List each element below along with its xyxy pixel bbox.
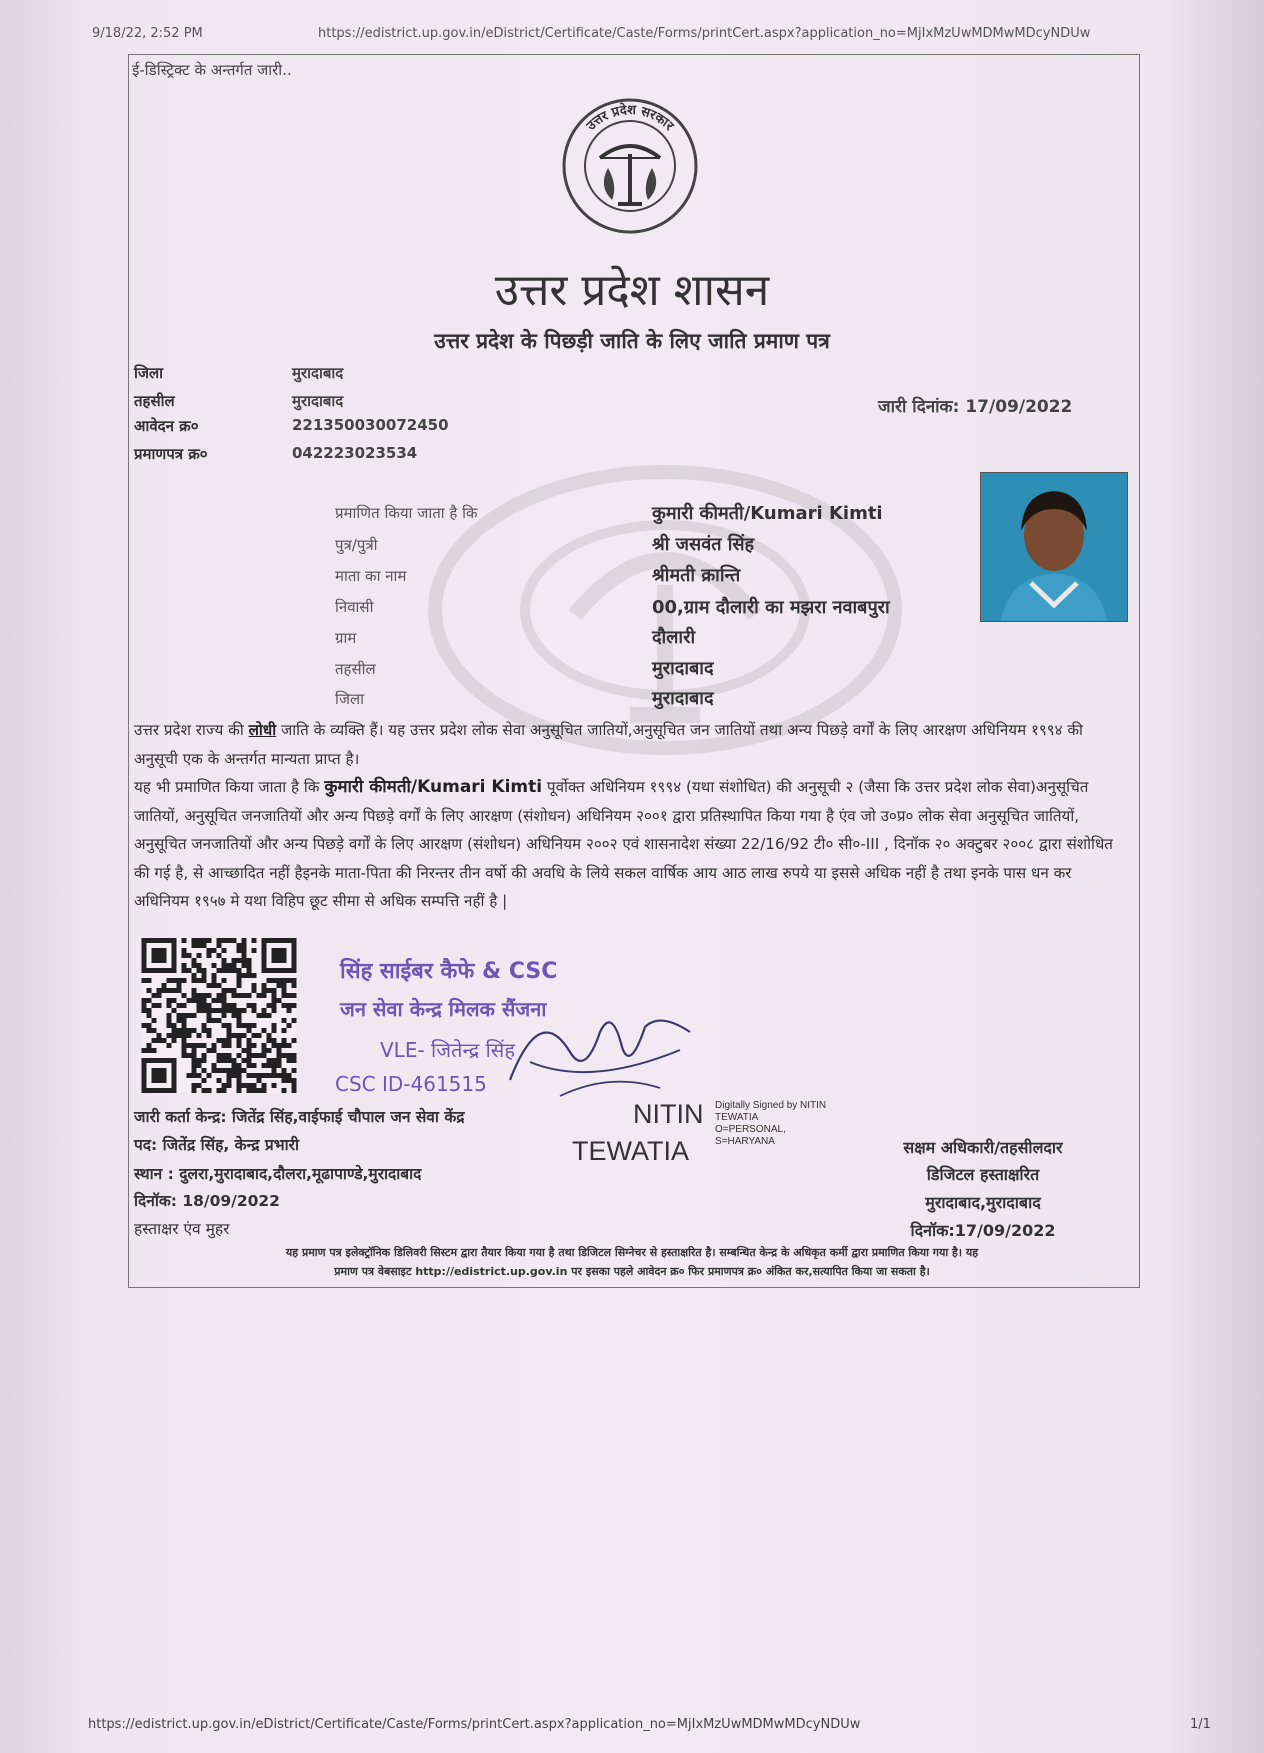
digital-signature-details	[715, 1100, 826, 1148]
dsig-detail-4: S=HARYANA	[715, 1136, 775, 1147]
village-value: दौलारी	[652, 627, 696, 648]
para2-applicant-name: कुमारी कीमती/Kumari Kimti	[324, 777, 543, 797]
district-value: मुरादाबाद	[292, 364, 344, 382]
authority-signed: डिजिटल हस्ताक्षरित	[926, 1165, 1040, 1184]
para2-text-a: यह भी प्रमाणित किया जाता है कि	[134, 778, 325, 796]
issuer-date: दिनॉक: 18/09/2022	[134, 1192, 280, 1210]
svg-text:उत्तर प्रदेश सरकार	[583, 102, 677, 135]
father-name: श्री जसवंत सिंह	[652, 534, 755, 555]
caste-paragraph	[134, 716, 1130, 773]
print-datetime: 9/18/22, 2:52 PM	[92, 26, 203, 41]
field-tehsil-label: तहसील	[335, 660, 376, 678]
district-label: जिला	[134, 364, 164, 382]
dsig-detail-3: O=PERSONAL,	[715, 1124, 786, 1135]
stamp-line-4: CSC ID-461515	[335, 1072, 487, 1096]
para1-text-b: जाति के व्यक्ति हैं। यह उत्तर प्रदेश लोक सेवा अनुसूचित जातियों,अनुसूचित जन जातियों तथा अन्य पिछड़े वर्गों के लिए आरक्षण अधिनियम १९९४ की अनुसूची एक के अन्तर्गत मान्यता प्राप्त है।	[134, 721, 1083, 768]
applicant-photo	[980, 472, 1128, 622]
resident-label: निवासी	[335, 598, 374, 616]
village-label: ग्राम	[335, 629, 357, 647]
dsig-detail-1: Digitally Signed by NITIN	[715, 1100, 827, 1111]
field-district-label: जिला	[335, 690, 365, 708]
issuer-post: पद: जितेंद्र सिंह, केन्द्र प्रभारी	[134, 1136, 300, 1154]
government-title: उत्तर प्रदेश शासन	[494, 265, 770, 316]
certified-label: प्रमाणित किया जाता है कि	[335, 504, 478, 522]
certification-paragraph	[134, 773, 1130, 916]
issuing-center: जारी कर्ता केन्द्र: जितेंद्र सिंह,वाईफाई चौपाल जन सेवा केंद्र	[134, 1108, 465, 1126]
field-district-value: मुरादाबाद	[652, 688, 714, 709]
mother-label: माता का नाम	[335, 567, 407, 585]
digital-signer-name-1: NITIN	[633, 1099, 704, 1129]
verification-note	[134, 1243, 1130, 1281]
dsig-detail-2: TEWATIA	[715, 1112, 759, 1123]
page-number: 1/1	[1190, 1717, 1211, 1732]
application-no-label: आवेदन क्र०	[134, 417, 199, 435]
para2-text-b: पूर्वोक्त अधिनियम १९९४ (यथा संशोधित) की अनुसूची २ (जैसा कि उत्तर प्रदेश लोक सेवा)अनुसूचित जातियों, अनुसूचित जनजातियों और अन्य पिछड़े वर्गों के लिए आरक्षण (संशोधन) अधिनियम २००१ द्वारा प्रतिस्थापित किया गया है एंव जो उ०प्र० लोक सेवा अनुसूचित जातियों, अनुसूचित जनजातियों और अन्य पिछड़े वर्गों के लिए आरक्षण (संशोधन) अधिनियम २००२ एवं शासनादेश संख्या 22/16/92 टी० सी०-III , दिनॉक २० अक्टुबर २००८ द्वारा संशोधित की गई है, से आच्छादित नहीं हैइनके माता-पिता की निरन्तर तीन वर्षो की अवधि के लिये सकल वार्षिक आय आठ लाख रुपये या इससे अधिक नहीं है तथा इनके पास धन कर अधिनियम १९५७ मे यथा विहिप छूट सीमा से अधिक सम्पत्ति नहीं है |	[134, 778, 1113, 910]
print-footer-url: https://edistrict.up.gov.in/eDistrict/Certificate/Caste/Forms/printCert.aspx?application_no=MjIxMzUwMDMwMDcyNDUw	[88, 1717, 861, 1732]
verification-qr-code	[140, 938, 298, 1093]
certificate-no-label: प्रमाणपत्र क्र०	[134, 445, 208, 463]
verification-note-line-1: यह प्रमाण पत्र इलेक्ट्रॉनिक डिलिवरी सिस्टम द्वारा तैयार किया गया है तथा डिजिटल सिग्नेचर से हस्ताक्षरित है। सम्बन्धित केन्द्र के अधिकृत कर्मी द्वारा प्रमाणित किया गया है। यह	[285, 1246, 979, 1259]
sign-and-seal-label: हस्ताक्षर एंव मुहर	[134, 1220, 230, 1238]
issuer-place: स्थान : दुलरा,मुरादाबाद,दौलरा,मूढापाण्डे,मुरादाबाद	[134, 1165, 422, 1183]
digital-signer-name-2: TEWATIA	[572, 1136, 689, 1166]
relation-label: पुत्र/पुत्री	[335, 536, 378, 554]
authority-title: सक्षम अधिकारी/तहसीलदार	[903, 1138, 1063, 1157]
stamp-line-3: VLE- जितेन्द्र सिंह	[380, 1038, 515, 1062]
tehsil-label: तहसील	[134, 392, 175, 410]
resident-address: 00,ग्राम दौलारी का मझरा नवाबपुरा	[652, 597, 890, 618]
print-header-url: https://edistrict.up.gov.in/eDistrict/Certificate/Caste/Forms/printCert.aspx?application_no=MjIxMzUwMDMwMDcyNDUw	[318, 26, 1091, 41]
para1-text-a: उत्तर प्रदेश राज्य की	[134, 721, 249, 739]
mother-name: श्रीमती क्रान्ति	[652, 565, 741, 586]
authority-date: दिनॉक:17/09/2022	[910, 1221, 1056, 1240]
up-government-emblem	[560, 96, 700, 236]
verification-note-line-2: प्रमाण पत्र वेबसाइट http://edistrict.up.gov.in पर इसका पहले आवेदन क्र० फिर प्रमाणपत्र क्र० अंकित कर,सत्यापित किया जा सकता है।	[334, 1265, 930, 1278]
certificate-no-value: 042223023534	[292, 444, 418, 462]
authority-location: मुरादाबाद,मुरादाबाद	[925, 1193, 1041, 1212]
caste-name: लोधी	[248, 721, 277, 739]
stamp-line-2: जन सेवा केन्द्र मिलक सैंजना	[340, 997, 547, 1021]
issued-under-text: ई-डिस्ट्रिक्ट के अन्तर्गत जारी..	[132, 61, 292, 79]
field-tehsil-value: मुरादाबाद	[652, 658, 714, 679]
applicant-name: कुमारी कीमती/Kumari Kimti	[652, 503, 883, 524]
issue-date: जारी दिनांक: 17/09/2022	[878, 397, 1073, 417]
emblem-text: उत्तर प्रदेश सरकार	[583, 102, 677, 134]
handwritten-signature	[500, 992, 700, 1104]
application-no-value: 221350030072450	[292, 416, 449, 434]
certificate-title: उत्तर प्रदेश के पिछड़ी जाति के लिए जाति प्रमाण पत्र	[434, 329, 830, 353]
tehsil-value: मुरादाबाद	[292, 392, 344, 410]
stamp-line-1: सिंह साईबर कैफे & CSC	[340, 959, 558, 984]
